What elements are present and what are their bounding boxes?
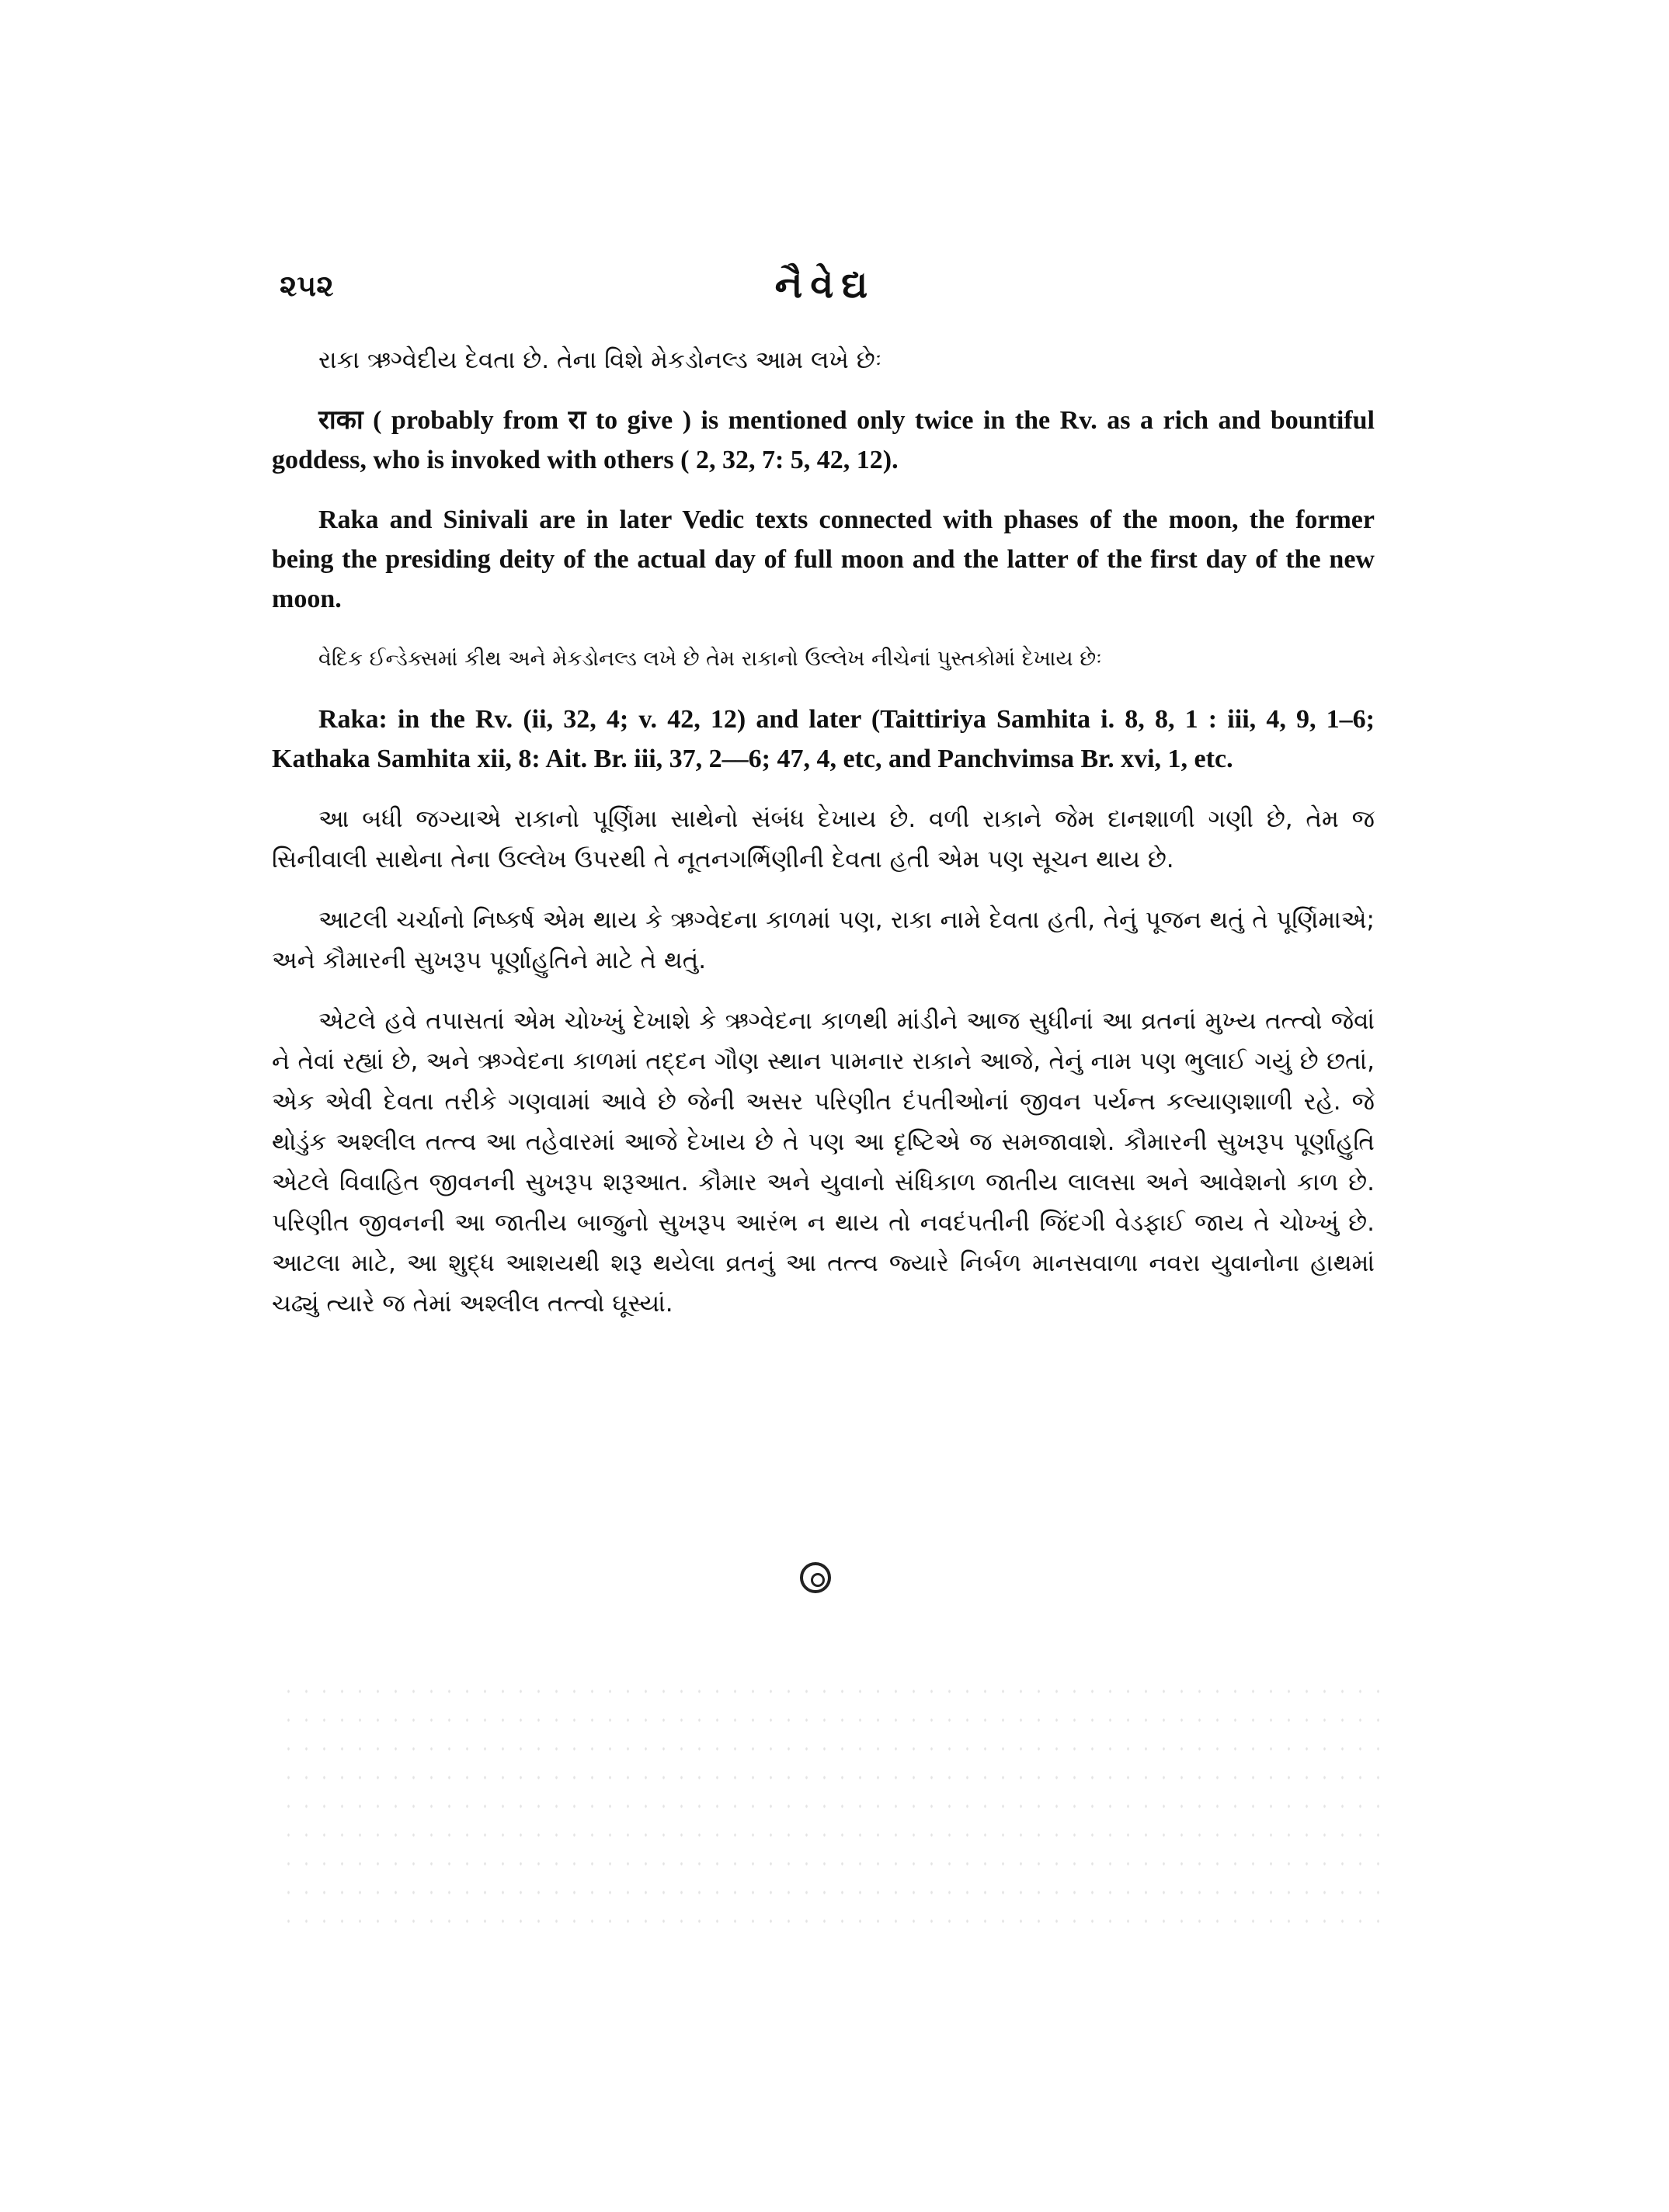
paragraph-purnima: આ બધી જગ્યાએ રાકાનો પૂર્ણિમા સાથેનો સંબંધ દેખાય છે. વળી રાકાને જેમ દાનશાળી ગણી છે, તેમ જ સિનીવાલી સાથેના તેના ઉલ્લેખ ઉપરથી તે નૂતનગર્ભિણીની દેવતા હતી એમ પણ સૂચન થાય છે. bbox=[272, 805, 1375, 873]
quote-macdonell-2: Raka and Sinivali are in later Vedic texts connected with phases of the moon, the former being the presiding deity of the actual day of full moon and the latter of the first day of the new moon. bbox=[272, 505, 1375, 613]
paragraph-intro: રાકા ઋગ્વેદીય દેવતા છે. તેના વિશે મેકડોનલ્ડ આમ લખે છેઃ bbox=[318, 346, 882, 374]
quote-vedic-index: Raka: in the Rv. (ii, 32, 4; v. 42, 12) and later (Taittiriya Samhita i. 8, 8, 1 : iii, 4, 9, 1–6; Kathaka Samhita xii, 8: Ait. Br. iii, 37, 2––6; 47, 4, etc, and Panchvimsa Br. xvi, 1, etc. bbox=[272, 705, 1375, 773]
paragraph-conclusion: આટલી ચર્ચાનો નિષ્કર્ષ એમ થાય કે ઋગ્વેદના કાળમાં પણ, રાકા નામે દેવતા હતી, તેનું પૂજન થતું તે પૂર્ણિમાએ; અને કૌમારની સુખરૂપ પૂર્ણાહુતિને માટે તે થતું. bbox=[272, 906, 1375, 974]
scan-noise bbox=[280, 1677, 1382, 1926]
running-title: નૈવેદ્ય bbox=[774, 263, 876, 307]
paragraph-vedic-index: વેદિક ઈન્ડેક્સમાં કીથ અને મેકડોનલ્ડ લખે છે તેમ રાકાનો ઉલ્લેખ નીચેનાં પુસ્તકોમાં દેખાય છેઃ bbox=[318, 647, 1102, 671]
paragraph-analysis: એટલે હવે તપાસતાં એમ ચોખ્ખું દેખાશે કે ઋગ્વેદના કાળથી માંડીને આજ સુધીનાં આ વ્રતનાં મુખ્ય તત્ત્વો જેવાં ને તેવાં રહ્યાં છે, અને ઋગ્વેદના કાળમાં તદ્દન ગૌણ સ્થાન પામનાર રાકાને આજે, તેનું નામ પણ ભુલાઈ ગયું છે છતાં, એક એવી દેવતા તરીકે ગણવામાં આવે છે જેની અસર પરિણીત દંપતીઓનાં જીવન પર્યન્ત કલ્યાણશાળી રહે. જે થોડુંક અશ્લીલ તત્ત્વ આ તહેવારમાં આજે દેખાય છે તે પણ આ દૃષ્ટિએ જ સમજાવાશે. કૌમારની સુખરૂપ પૂર્ણાહુતિ એટલે વિવાહિત જીવનની સુખરૂપ શરૂઆત. કૌમાર અને યુવાનો સંધિકાળ જાતીય લાલસા અને આવેશનો કાળ છે. પરિણીત જીવનની આ જાતીય બાજુનો સુખરૂપ આરંભ ન થાય તો નવદંપતીની જિંદગી વેડફાઈ જાય તે ચોખ્ખું છે. આટલા માટે, આ શુદ્ધ આશયથી શરૂ થયેલા વ્રતનું આ તત્ત્વ જ્યારે નિર્બળ માનસવાળા નવરા યુવાનોના હાથમાં ચઢ્યું ત્યારે જ તેમાં અશ્લીલ તત્ત્વો ઘૂસ્યાં. bbox=[272, 1007, 1375, 1318]
page-header bbox=[280, 263, 1371, 322]
page-number: ૨૫૨ bbox=[280, 268, 334, 303]
quote-macdonell-1: राका ( probably from रा to give ) is mentioned only twice in the Rv. as a rich and bountiful goddess, who is invoked with others ( 2, 32, 7: 5, 42, 12). bbox=[272, 406, 1375, 474]
flower-ornament-icon bbox=[800, 1562, 831, 1593]
page-body bbox=[272, 340, 1375, 1344]
